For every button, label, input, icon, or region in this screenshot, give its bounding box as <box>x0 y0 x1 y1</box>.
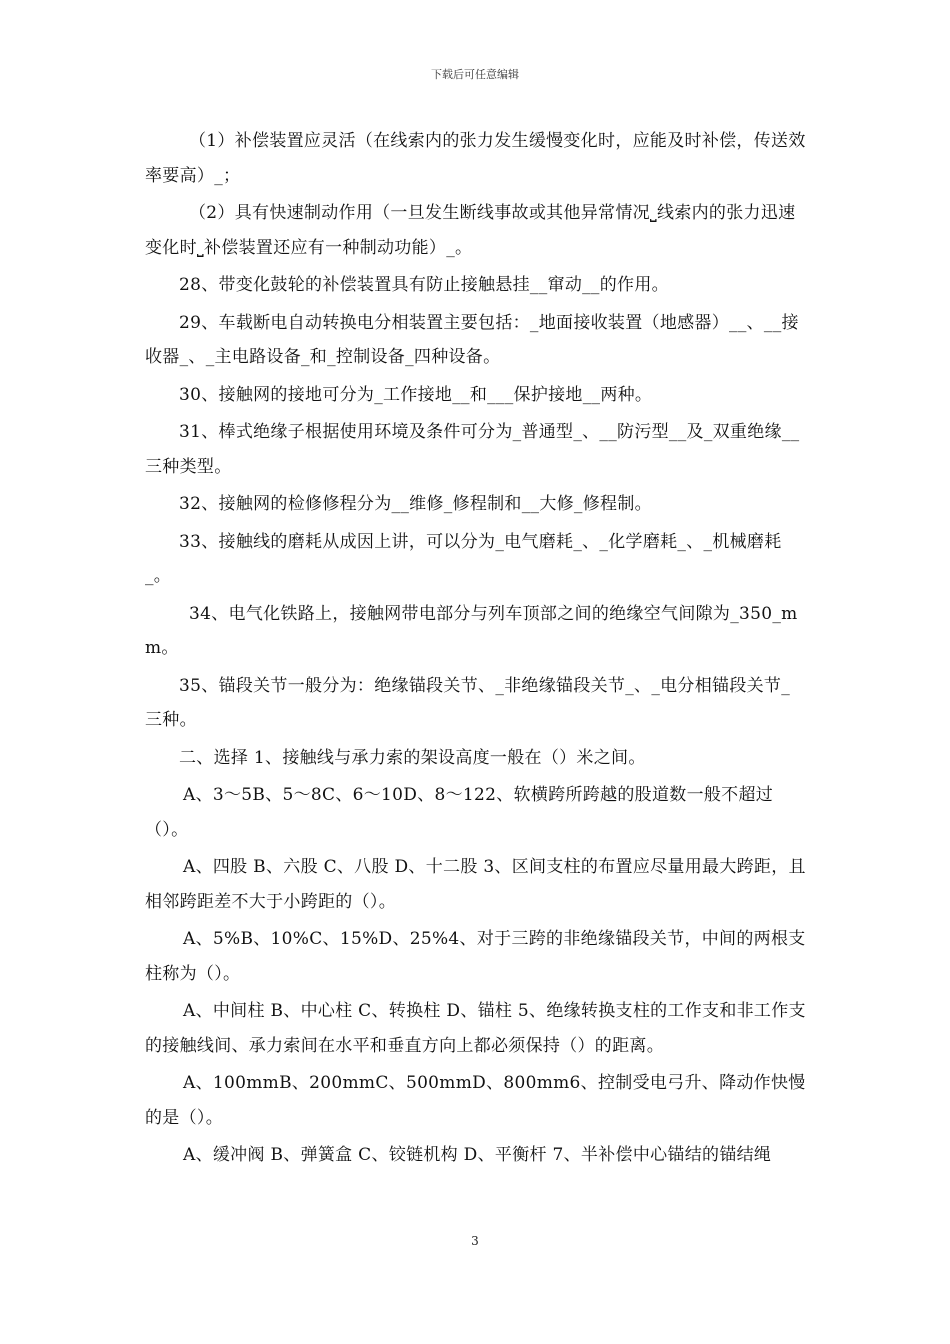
paragraph-item-33: 33、接触线的磨耗从成因上讲，可以分为_电气磨耗_、_化学磨耗_、_机械磨耗_。 <box>145 531 782 586</box>
page-header: 下载后可任意编辑 <box>431 68 519 81</box>
paragraph-item-31: 31、棒式绝缘子根据使用环境及条件可分为_普通型_、__防污型__及_双重绝缘__三种类型。 <box>145 422 800 477</box>
page-number: 3 <box>471 1234 479 1248</box>
paragraph-choice-1-2: A、3～5B、5～8C、6～10D、8～122、软横跨所跨越的股道数一般不超过（）。 <box>145 785 774 840</box>
document-body <box>145 124 807 1176</box>
paragraph-item-35: 35、锚段关节一般分为：绝缘锚段关节、_非绝缘锚段关节_、_电分相锚段关节_三种。 <box>145 675 791 730</box>
paragraph-compensator-brake: （2）具有快速制动作用（一旦发生断线事故或其他异常情况⎵线索内的张力迅速变化时⎵补偿装置还应有一种制动功能）_。 <box>145 203 796 258</box>
paragraph-choice-6-7: A、缓冲阀 B、弹簧盒 C、铰链机构 D、平衡杆 7、半补偿中心锚结的锚结绳 <box>183 1145 772 1165</box>
paragraph-choice-2-3: A、四股 B、六股 C、八股 D、十二股 3、区间支柱的布置应尽量用最大跨距，且相邻跨距差不大于小跨距的（）。 <box>145 857 806 912</box>
paragraph-choice-5-6: A、100mmB、200mmC、500mmD、800mm6、控制受电弓升、降动作快慢的是（）。 <box>145 1073 806 1128</box>
paragraph-item-29: 29、车载断电自动转换电分相装置主要包括：_地面接收装置（地感器）__、__接收器_、_主电路设备_和_控制设备_四种设备。 <box>145 312 799 367</box>
paragraph-item-30: 30、接触网的接地可分为_工作接地__和___保护接地__两种。 <box>179 384 653 405</box>
paragraph-item-28: 28、带变化鼓轮的补偿装置具有防止接触悬挂__窜动__的作用。 <box>179 275 669 295</box>
paragraph-item-32: 32、接触网的检修修程分为__维修_修程制和__大修_修程制。 <box>179 494 652 514</box>
paragraph-section-choice: 二、选择 1、接触线与承力索的架设高度一般在（）米之间。 <box>179 747 646 768</box>
paragraph-compensator-flexible: （1）补偿装置应灵活（在线索内的张力发生缓慢变化时，应能及时补偿，传送效率要高）_； <box>145 131 806 186</box>
paragraph-choice-4-5: A、中间柱 B、中心柱 C、转换柱 D、锚柱 5、绝缘转换支柱的工作支和非工作支的接触线间、承力索间在水平和垂直方向上都必须保持（）的距离。 <box>145 1001 806 1056</box>
paragraph-item-34: 34、电气化铁路上，接触网带电部分与列车顶部之间的绝缘空气间隙为_350_mm。 <box>145 603 798 658</box>
paragraph-choice-3-4: A、5%B、10%C、15%D、25%4、对于三跨的非绝缘锚段关节，中间的两根支柱称为（）。 <box>145 929 806 984</box>
